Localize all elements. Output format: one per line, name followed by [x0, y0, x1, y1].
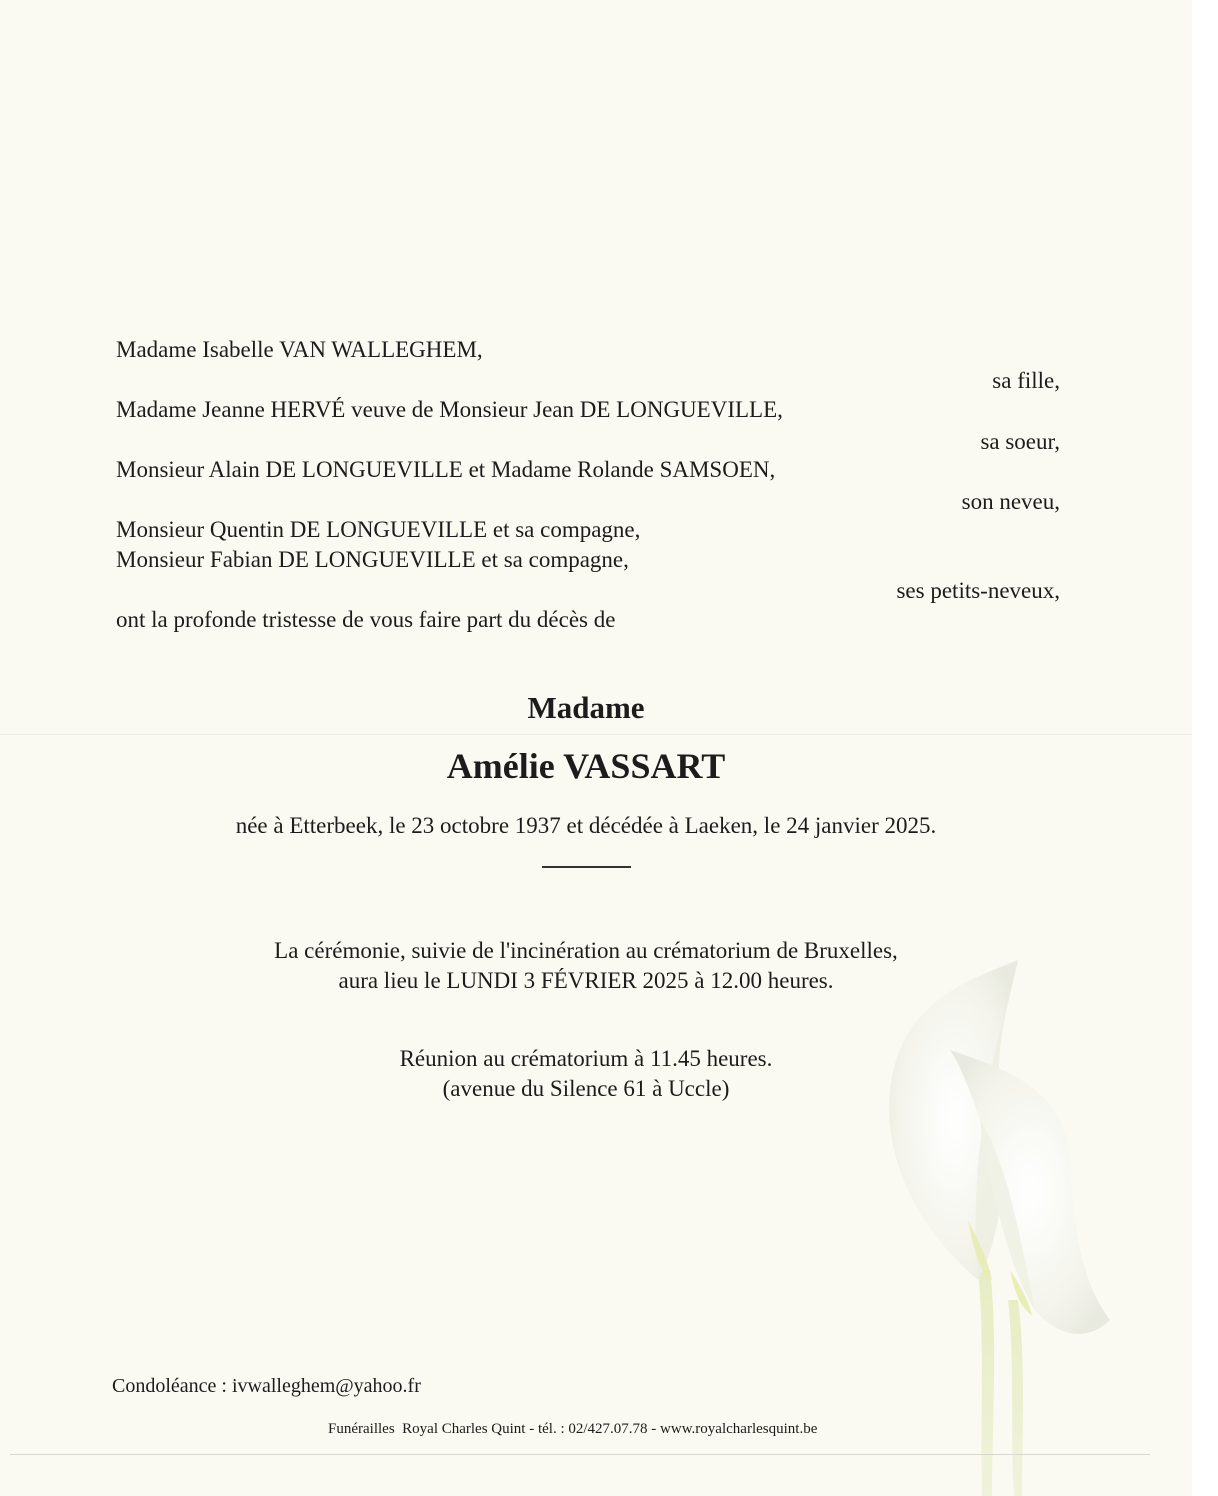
family-member-grandnephew-1: Monsieur Quentin DE LONGUEVILLE et sa compagne, [116, 517, 641, 542]
fold-line [0, 734, 1192, 735]
ceremony-line-2: aura lieu le LUNDI 3 FÉVRIER 2025 à 12.00 heures. [338, 968, 834, 993]
deceased-dates: née à Etterbeek, le 23 octobre 1937 et décédée à Laeken, le 24 janvier 2025. [235, 813, 937, 838]
relation-sister: sa soeur, [980, 429, 1060, 454]
family-member-daughter: Madame Isabelle VAN WALLEGHEM, [116, 337, 483, 362]
family-member-nephew: Monsieur Alain DE LONGUEVILLE et Madame Rolande SAMSOEN, [116, 457, 776, 482]
announcement-text: ont la profonde tristesse de vous faire part du décès de [116, 607, 616, 632]
bottom-rule [10, 1454, 1150, 1455]
relation-grandnephews: ses petits-neveux, [896, 578, 1060, 603]
deceased-name: Amélie VASSART [446, 746, 726, 786]
funeral-home-footer: Funérailles Royal Charles Quint - tél. : 02/427.07.78 - www.royalcharlesquint.be [328, 1421, 818, 1437]
deceased-title: Madame [527, 690, 645, 725]
meeting-line-1: Réunion au crématorium à 11.45 heures. [399, 1046, 773, 1071]
family-member-sister: Madame Jeanne HERVÉ veuve de Monsieur Jean DE LONGUEVILLE, [116, 397, 783, 422]
separator-line [542, 866, 631, 868]
relation-daughter: sa fille, [992, 368, 1060, 393]
family-member-grandnephew-2: Monsieur Fabian DE LONGUEVILLE et sa compagne, [116, 547, 629, 572]
relation-nephew: son neveu, [961, 489, 1060, 514]
page-edge [1192, 0, 1218, 1496]
calla-lily-illustration [860, 940, 1150, 1496]
meeting-line-2: (avenue du Silence 61 à Uccle) [442, 1076, 730, 1101]
condolence-contact: Condoléance : ivwalleghem@yahoo.fr [112, 1375, 421, 1397]
ceremony-line-1: La cérémonie, suivie de l'incinération au crématorium de Bruxelles, [274, 938, 898, 963]
